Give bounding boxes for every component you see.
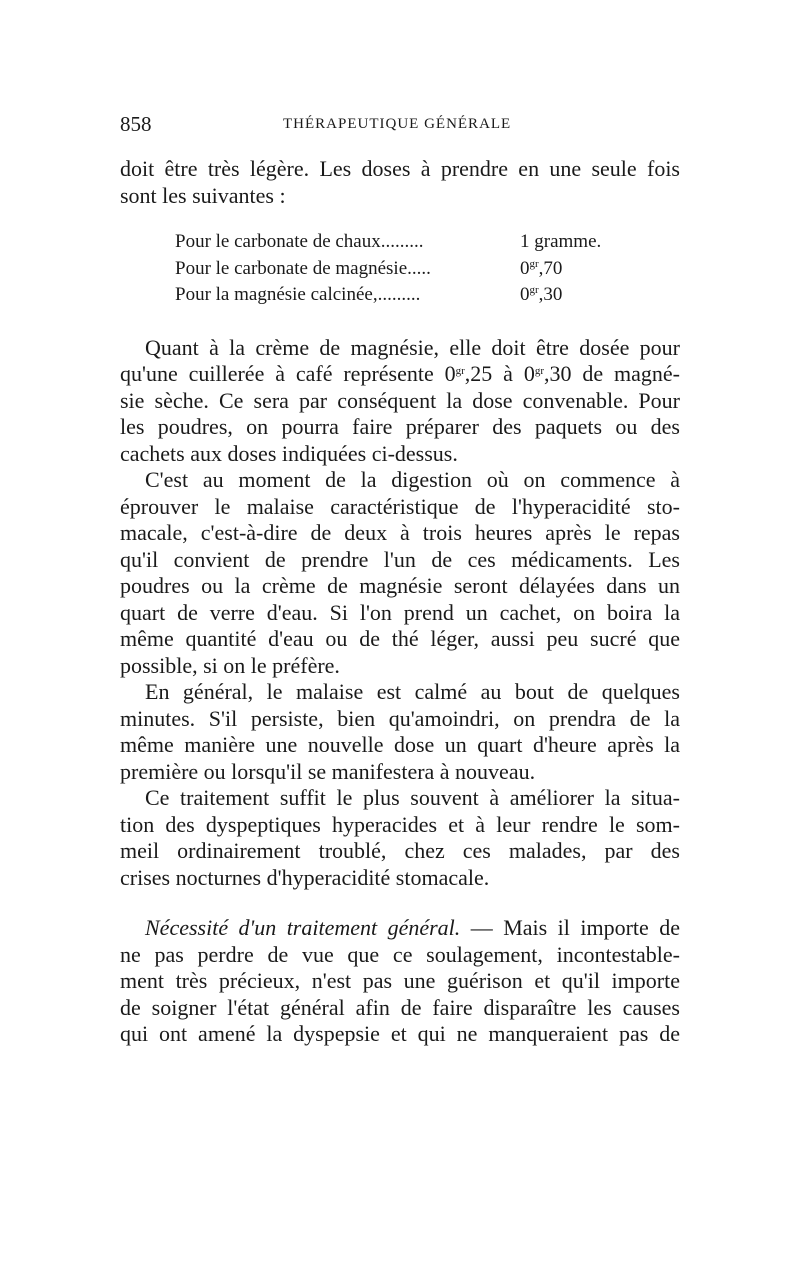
text-line: cachets aux doses indiquées ci-dessus. [120, 440, 458, 466]
text-line: même quantité d'eau ou de thé léger, aussi peu sucré que [120, 626, 680, 651]
section-heading: Nécessité d'un traitement général. [145, 915, 461, 940]
text-line: Nécessité d'un traitement général. — Mais il importe de [145, 915, 680, 940]
text-line: Quant à la crème de magnésie, elle doit être dosée pour [145, 334, 680, 360]
text-line: quart de verre d'eau. Si l'on prend un cachet, on boira la [120, 599, 680, 625]
dosage-row [175, 229, 680, 256]
text-line: qu'une cuillerée à café représente $0^{gr},25$ à $0^{gr},30$ de magné- [120, 361, 680, 386]
text-line: même manière une nouvelle dose un quart d'heure après la [120, 732, 680, 757]
dosage-row [175, 282, 680, 309]
text-line: C'est au moment de la digestion où on commence à [145, 467, 680, 492]
dosage-table [175, 229, 680, 309]
text-line: En général, le malaise est calmé au bout de quelques [145, 679, 680, 704]
paragraph-4 [120, 679, 680, 785]
paragraph-3 [120, 467, 680, 679]
dosage-label: Pour le carbonate de chaux......... [175, 231, 424, 252]
text-line: minutes. S'il persiste, bien qu'amoindri, on prendra de la [120, 705, 680, 731]
paragraph-6 [120, 915, 680, 1048]
dosage-value: 1 gramme. [520, 231, 602, 252]
text-line: ne pas perdre de vue que ce soulagement, incontestable- [120, 941, 680, 967]
text-line: meil ordinairement troublé, chez ces malades, par des [120, 838, 680, 863]
text-line: sont les suivantes : [120, 182, 286, 208]
paragraph-1 [120, 156, 680, 209]
page-number: 858 [120, 112, 152, 136]
running-title: THÉRAPEUTIQUE GÉNÉRALE [283, 116, 512, 132]
book-page [120, 112, 680, 1048]
dosage-value: $0^{gr},70$ [520, 257, 563, 279]
text-line: de soigner l'état général afin de faire disparaître les causes [120, 994, 680, 1020]
text-line: poudres ou la crème de magnésie seront délayées dans un [120, 573, 680, 598]
text-line: les poudres, on pourra faire préparer des paquets ou des [120, 414, 680, 439]
text-line: tion des dyspeptiques hyperacides et à leur rendre le som- [120, 811, 680, 837]
dosage-label: Pour la magnésie calcinée,......... [175, 284, 421, 305]
text-line: première ou lorsqu'il se manifestera à nouveau. [120, 758, 536, 784]
text-line: éprouver le malaise caractéristique de l'hyperacidité sto- [120, 493, 680, 519]
dosage-row [175, 256, 680, 283]
dosage-value: $0^{gr},30$ [520, 284, 563, 305]
text-line: doit être très légère. Les doses à prendre en une seule fois [120, 156, 680, 181]
text-line: qu'il convient de prendre l'un de ces médicaments. Les [120, 546, 680, 572]
text-line: qui ont amené la dyspepsie et qui ne manqueraient pas de [120, 1021, 680, 1046]
paragraph-5 [120, 785, 680, 891]
text-line: crises nocturnes d'hyperacidité stomacale. [120, 864, 490, 890]
text-line: Ce traitement suffit le plus souvent à améliorer la situa- [145, 785, 680, 810]
paragraph-2 [120, 335, 680, 468]
text-line: ment très précieux, n'est pas une guérison et qu'il importe [120, 968, 680, 993]
running-head [120, 112, 680, 142]
text-line: sie sèche. Ce sera par conséquent la dose convenable. Pour [120, 387, 680, 413]
text-line: macale, c'est-à-dire de deux à trois heures après le repas [120, 520, 680, 545]
dosage-label: Pour le carbonate de magnésie..... [175, 257, 431, 279]
text-line: possible, si on le préfère. [120, 652, 340, 678]
